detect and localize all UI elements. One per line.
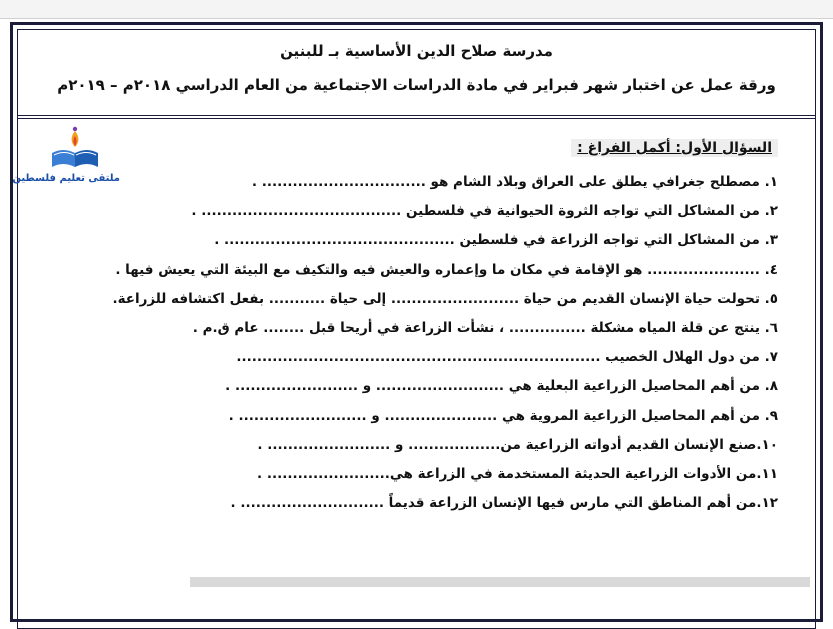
section-heading: السؤال الأول: أكمل الفراغ : [571, 139, 778, 157]
question-item: ٩. من أهم المحاصيل الزراعية المروية هي ...................... و ......................... . [228, 407, 778, 424]
question-item: ١. مصطلح جغرافي يطلق على العراق وبلاد الشام هو ................................ . [251, 174, 778, 190]
logo-caption: ملتقى تعليم فلسطين [12, 173, 120, 184]
question-item: ٤. ...................... هو الإقامة في مكان ما وإعماره والعيش فيه والتكيف مع البيئة التي يعيش فيها . [115, 261, 778, 278]
question-item: ١٢.من أهم المناطق التي مارس فيها الإنسان الزراعة قديماً ............................ . [230, 495, 778, 512]
question-item: ٦. ينتج عن قلة المياه مشكلة ............... ، نشأت الزراعة في أريحا قبل ........ عام ق.م . [192, 319, 778, 336]
book-and-flame-logo-icon [30, 125, 120, 173]
school-name: مدرسة صلاح الدين الأساسية بـ للبنين [280, 42, 553, 60]
question-list [48, 168, 778, 518]
exam-title: ورقة عمل عن اختبار شهر فبراير في مادة الدراسات الاجتماعية من العام الدراسي ٢٠١٨م – ٢٠١٩م [57, 76, 776, 94]
header-separator [17, 115, 816, 119]
question-item: ٨. من أهم المحاصيل الزراعية البعلية هي ......................... و ........................ . [225, 378, 778, 395]
question-item: ١١.من الأدوات الزراعية الحديثة المستخدمة في الزراعة هي........................ . [256, 465, 778, 482]
question-item: ٣. من المشاكل التي تواجه الزراعة في فلسطين ............................................. . [214, 232, 778, 249]
question-item: ٢. من المشاكل التي تواجه الثروة الحيوانية في فلسطين ....................................... . [191, 203, 778, 220]
question-item: ١٠.صنع الإنسان القديم أدواته الزراعية من.................. و ........................ . [257, 436, 778, 453]
document-header [20, 40, 813, 96]
question-item: ٥. تحولت حياة الإنسان القديم من حياة ......................... إلى حياة ........... بفعل اكتشافه للزراعة. [112, 290, 778, 307]
question-item: ٧. من دول الهلال الخصيب ....................................................................... [236, 349, 778, 366]
top-strip [0, 0, 833, 19]
bottom-table-edge [190, 577, 810, 587]
